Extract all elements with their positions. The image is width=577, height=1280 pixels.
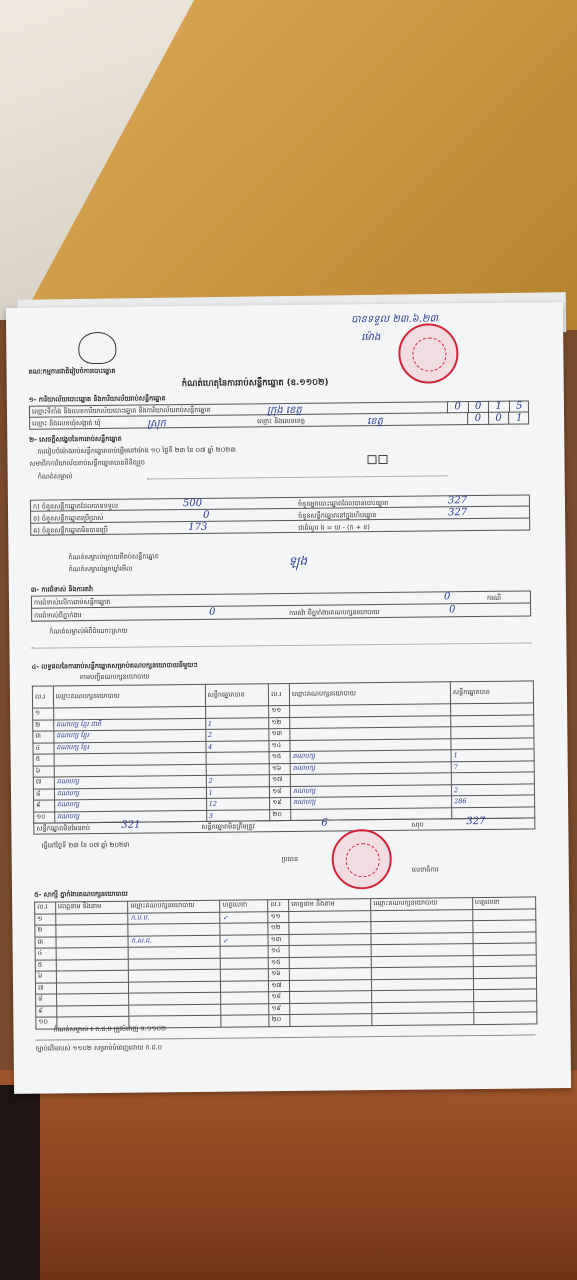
vote-count: 7: [451, 760, 534, 772]
section-5-heading: ៥- សាក្សី ភ្នាក់ងារគណបក្សនយោបាយ: [34, 889, 128, 899]
agent-party: [128, 923, 220, 935]
vote-count: 286: [451, 795, 534, 807]
row-no: ៨: [33, 788, 54, 800]
received-time-note: ម៉ោង: [361, 332, 381, 344]
party-name: គណបក្ស: [54, 775, 206, 788]
row-no: ២០: [269, 1015, 290, 1027]
s2-note-after-count: កំណត់សម្គាល់ក្រោយពីរាប់សន្លឹកឆ្នោត: [68, 552, 159, 562]
totals-valid-label: សន្លឹកឆ្នោតមិនមែនរាប់: [36, 824, 91, 833]
col-header-no: ល.រ: [32, 686, 53, 708]
s1-commune-value: ស្រុក: [147, 418, 167, 430]
col-header-no: ល.រ: [269, 683, 290, 705]
s2-count-c-label: គ) ចំនួនសន្លឹកឆ្នោតមិនបានប្រើ: [33, 525, 108, 535]
station-code-boxes-2: [467, 412, 529, 425]
agent-name: [55, 913, 128, 925]
party-name: គណបក្ស: [54, 810, 206, 823]
agent-party: ក.ប.ប.: [128, 912, 220, 924]
agent-name: [56, 959, 129, 971]
vote-count: 1: [205, 717, 269, 729]
row-no: ២: [33, 719, 54, 731]
row-no: ៧: [33, 777, 54, 789]
checkbox-icon: [367, 455, 376, 464]
row-no: ១១: [269, 705, 290, 717]
row-no: ១០: [34, 811, 55, 823]
agent-name: [56, 982, 129, 994]
s1-location-label: ឈ្មោះទីតាំង និងលេខការិយាល័យបោះឆ្នោត និងការិយាល័យរាប់សន្លឹកឆ្នោត: [31, 405, 211, 416]
agent-party: ក.ស.ជ.: [128, 935, 220, 947]
s4-chair-label: ប្រធាន: [281, 854, 299, 864]
station-code-digit: 1: [488, 401, 509, 413]
agent-name: [56, 1005, 129, 1017]
party-name: គណបក្ស: [291, 796, 452, 809]
agent-name: [56, 993, 129, 1005]
s3-resolution-note: កំណត់សម្គាល់អំពីដំណោះស្រាយ: [49, 626, 128, 636]
s2-count-a-right-label: ចំនួនអ្នកបោះឆ្នោតដែលបានបោះឆ្នោត: [297, 498, 389, 508]
s2-count-b-value: 0: [203, 509, 210, 521]
row-no: ១៤: [269, 740, 290, 752]
section-3-heading: ៣- ការជំទាស់ និងការតវ៉ា: [30, 585, 94, 594]
row-no: ១: [35, 913, 56, 925]
footer-note-1: កំណត់សម្គាល់ ៖ ក.ជ.ប ត្រូវបំពេញ ទ.១១០២: [53, 1024, 167, 1034]
row-no: ១៣: [269, 728, 290, 740]
station-code-digit: 1: [508, 412, 529, 424]
row-no: ១៧: [270, 774, 291, 786]
station-code-digit: 0: [467, 413, 488, 425]
section-1-heading: ១- ការិយាល័យបោះឆ្នោត និងការិយាល័យរាប់សន្លឹកឆ្នោត: [28, 394, 166, 404]
row-no: ១៤: [268, 946, 289, 958]
station-code-boxes: [447, 400, 529, 413]
footer-note-2: ច្បាប់ដើមរបស់ ១១០២ សម្រាប់បំពេញដោយ ក.ជ.ប: [35, 1043, 163, 1053]
party-agents-table: [34, 896, 537, 1029]
col-header-party: ឈ្មោះគណបក្សនយោបាយ: [53, 684, 205, 708]
s2-formula-text: ជាដំណួរ ង = ឃ - (ក + ខ): [298, 523, 370, 532]
row-no: ១៦: [269, 763, 290, 775]
row-no: ១៧: [269, 980, 290, 992]
col-header-party: ឈ្មោះគណបក្សនយោបាយ: [289, 682, 450, 706]
s3-agent-objection-label: ការជំទាស់ពីភ្នាក់ងារ: [34, 611, 82, 620]
row-no: ៣: [33, 731, 54, 743]
party-results-table: [32, 680, 535, 823]
col-header-party: ឈ្មោះគណបក្សនយោបាយ: [128, 900, 220, 912]
agent-signature: [221, 980, 269, 992]
report-document: [6, 302, 571, 1094]
s2-count-c-value: 173: [188, 521, 208, 534]
s1-province-value: ខេត្ត: [367, 415, 384, 428]
s2-check-text: សមាជិកការិយាល័យរាប់សន្លឹកឆ្នោតបានពិនិត្យរួច: [29, 458, 145, 468]
s2-count-b-right-label: ចំនួនសន្លឹកឆ្នោតនៅក្នុងហិបឆ្នោត: [298, 511, 377, 520]
col-header-signature: ហត្ថលេខា: [472, 897, 535, 909]
row-no: ១: [33, 708, 54, 720]
row-no: ៨: [36, 994, 57, 1006]
row-no: ១៩: [269, 1003, 290, 1015]
row-no: ៦: [33, 765, 54, 777]
col-header-name: គោត្តនាម និងនាម: [55, 901, 128, 913]
row-no: ១០: [36, 1017, 57, 1029]
vote-count: [451, 772, 534, 784]
row-no: ៩: [34, 800, 55, 812]
vote-count: [451, 737, 534, 749]
party-name: គណបក្ស ខ្មែរ ជាតិ: [54, 718, 206, 731]
row-no: ១២: [269, 717, 290, 729]
agent-signature: [220, 946, 268, 958]
section-4-heading: ៤- លទ្ធផលនៃការរាប់សន្លឹកឆ្នោតសម្រាប់គណបក្សនយោបាយនីមួយៗ: [31, 660, 198, 671]
s2-count-a-label: ក) ចំនួនសន្លឹកឆ្នោតដែលបានទទួល: [32, 501, 119, 511]
row-no: ១៣: [268, 934, 289, 946]
vote-count: 4: [206, 740, 270, 752]
vote-count: [451, 703, 534, 715]
s3-agent-objection-value: 0: [209, 606, 216, 618]
vote-count: 3: [206, 809, 270, 821]
vote-count: 2: [451, 783, 534, 795]
document-title: កំណត់ហេតុនៃការរាប់សន្លឹកឆ្នោត (ឧ.១១០២): [181, 377, 329, 390]
vote-count: 1: [451, 749, 534, 761]
row-no: ៤: [33, 742, 54, 754]
row-no: ១៦: [269, 969, 290, 981]
col-header-signature: ហត្ថលេខា: [220, 900, 268, 912]
col-header-no: ល.រ: [268, 900, 289, 912]
row-no: ៦: [35, 971, 56, 983]
agent-party: [129, 1004, 221, 1016]
s1-province-label: ឈ្មោះ និងលេខខេត្ត: [257, 416, 306, 426]
s3-objection-value: 0: [443, 591, 451, 603]
agent-signature: [220, 923, 268, 935]
official-stamp-bottom: [331, 829, 392, 890]
row-no: ៥: [35, 959, 56, 971]
nec-logo: [78, 332, 116, 364]
agent-party: [128, 946, 220, 958]
vote-count: 12: [206, 798, 270, 810]
received-note: បានទទួល ២៣.៦.២៣: [350, 313, 439, 326]
agent-party: [129, 992, 221, 1004]
agent-signature: [221, 957, 269, 969]
totals-invalid-label: សន្លឹកឆ្នោតមិនត្រឹមត្រូវ: [201, 822, 255, 831]
row-no: ១១: [268, 911, 289, 923]
col-header-no: ល.រ: [35, 902, 56, 914]
row-no: ១៨: [270, 786, 291, 798]
vote-count: 2: [205, 729, 269, 741]
totals-sum-value: 327: [466, 815, 486, 828]
agent-party: [129, 958, 221, 970]
station-code-digit: 0: [447, 401, 468, 413]
agent-signature: [221, 992, 269, 1004]
party-name: គណបក្ស ខ្មែរ: [54, 729, 206, 742]
station-code-digit: 0: [467, 401, 488, 413]
s2-count-b-right-value: 327: [448, 507, 468, 519]
s4-intro-text: តាមបញ្ជីគណបក្សនយោបាយ: [79, 672, 150, 682]
section-2-heading: ២- សេចក្តីសង្ខេបនៃការរាប់សន្លឹកឆ្នោត: [29, 434, 122, 444]
row-no: ១៩: [270, 797, 291, 809]
s3-unit: ករណី: [486, 593, 502, 602]
agent-signature: ✓: [220, 911, 268, 923]
party-name: គណបក្ស: [290, 784, 451, 797]
s2-count-a-value: 500: [182, 497, 203, 510]
agent-name: [56, 924, 129, 936]
agent-name: [56, 970, 129, 982]
s2-remark-label: កំណត់សម្គាល់: [37, 472, 73, 481]
row-no: ១៥: [269, 957, 290, 969]
col-header-votes: សន្លឹកឆ្នោតបាន: [205, 684, 269, 707]
official-stamp-top: [398, 323, 459, 384]
agent-party: [129, 981, 221, 993]
station-code-digit: 0: [488, 413, 509, 425]
s1-location-value: ក្រុង ខេត្ត: [266, 404, 302, 417]
row-no: ១២: [268, 923, 289, 935]
totals-valid-value: 321: [121, 819, 141, 831]
s2-start-text: ការរៀបចំម៉ោងរាប់សន្លឹកឆ្នោតចាប់ផ្តើមនៅម៉ោង ១០ ថ្ងៃទី ២៣ ខែ ០៧ ឆ្នាំ ២០២៣: [37, 445, 236, 456]
agent-signature: [221, 1015, 269, 1027]
s2-count-a-right-value: 327: [447, 495, 468, 507]
s2-note-observer: កំណត់សម្គាល់អ្នកឃ្លាំមើល: [68, 564, 133, 574]
vote-count: [451, 726, 534, 738]
agent-name: [56, 947, 129, 959]
row-no: ៩: [36, 1005, 57, 1017]
row-no: ៤: [35, 948, 56, 960]
row-no: ១៨: [269, 992, 290, 1004]
station-code-digit: 5: [508, 400, 529, 412]
s3-party-complaint-label: ការតវ៉ា ពីភ្នាក់ងារគណបក្សនយោបាយ: [289, 608, 380, 617]
agent-signature: [221, 1003, 269, 1015]
agent-party: [129, 969, 221, 981]
vote-count: [451, 714, 534, 726]
col-header-party: ឈ្មោះគណបក្សនយោបាយ: [371, 898, 473, 911]
s2-signature: ឡុង: [288, 553, 308, 568]
row-no: ១៥: [269, 751, 290, 763]
s4-date-text: ធ្វើនៅថ្ងៃទី ២៣ ខែ ០៧ ឆ្នាំ ២០២៣: [41, 840, 130, 850]
s4-secretary-label: លេខាធិការ: [411, 865, 439, 874]
vote-count: [206, 763, 270, 775]
party-name: គណបក្ស: [54, 798, 206, 811]
party-name: គណបក្ស: [54, 787, 206, 800]
row-no: ២០: [270, 809, 291, 821]
s3-party-complaint-value: 0: [449, 604, 456, 616]
org-name: គណៈកម្មការជាតិរៀបចំការបោះឆ្នោត: [28, 366, 116, 376]
row-no: ២: [35, 925, 56, 937]
background-shadow: [0, 1085, 40, 1280]
background-table: [0, 1070, 577, 1280]
party-name: គណបក្ស ខ្មែរ: [54, 741, 206, 754]
col-header-name: គោត្តនាម និងនាម: [289, 899, 371, 911]
row-no: ៣: [35, 936, 56, 948]
agent-name: [56, 936, 129, 948]
vote-count: 1: [206, 786, 270, 798]
vote-count: 2: [206, 775, 270, 787]
vote-count: [206, 752, 270, 764]
agent-signature: [221, 969, 269, 981]
party-name: គណបក្ស: [290, 750, 451, 763]
s1-commune-label: ឈ្មោះ និងលេខឃុំសង្កាត់ ឃុំ: [32, 418, 101, 428]
party-name: គណបក្ស: [290, 761, 451, 774]
row-no: ៥: [33, 754, 54, 766]
s3-objection-label: ការជំទាស់លើការរាប់សន្លឹកឆ្នោត: [33, 597, 111, 607]
totals-invalid-value: 6: [321, 817, 328, 829]
row-no: ៧: [35, 982, 56, 994]
s2-count-b-label: ខ) ចំនួនសន្លឹកឆ្នោតប្រើប្រាស់: [33, 513, 104, 523]
col-header-votes: សន្លឹកឆ្នោតបាន: [450, 681, 533, 704]
vote-count: [205, 706, 269, 718]
totals-sum-label: សរុប: [411, 820, 424, 829]
agent-signature: ✓: [220, 934, 268, 946]
checkbox-icon: [379, 455, 388, 464]
